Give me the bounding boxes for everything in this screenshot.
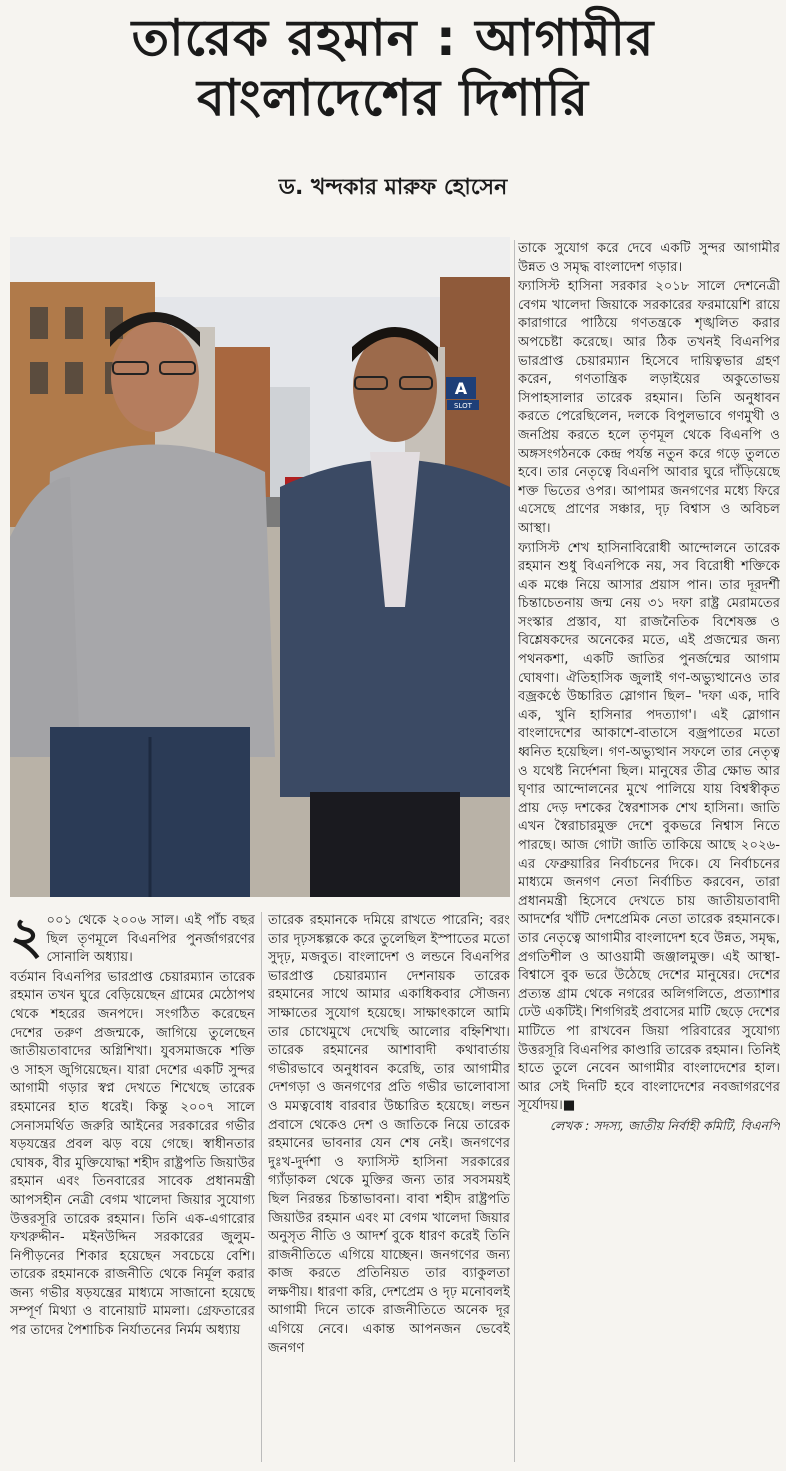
paragraph: তাকে সুযোগ করে দেবে একটি সুন্দর আগামীর উন্নত ও সমৃদ্ধ বাংলাদেশ গড়ার। <box>518 241 780 275</box>
paragraph: ফ্যাসিস্ট হাসিনা সরকার ২০১৮ সালে দেশনেত্রী বেগম খালেদা জিয়াকে সরকারের ফরমায়েশি রায়ে কারাগারে পাঠিয়ে গণতন্ত্রকে শৃঙ্খলিত করার অপচেষ্টা করেছে। আর ঠিক তখনই বিএনপির ভারপ্রাপ্ত চেয়ারম্যান হিসেবে দায়িত্বভার গ্রহণ করেন, গণতান্ত্রিক লড়াইয়ের অকুতোভয় সিপাহসালার তারেক রহমান। তিনি অনুধাবন করতে পেরেছিলেন, দলকে বিপুলভাবে গণমুখী ও জনপ্রিয় করতে হলে তৃণমূল থেকে বিএনপি ও অঙ্গসংগঠনকে কেন্দ্র পর্যন্ত নতুন করে গড়ে তুলতে হবে। তার নেতৃত্বে বিএনপি আবার ঘুরে দাঁড়িয়েছে শক্ত ভিতের ওপর। আপামর জনগণের মধ্যে ফিরে এসেছে প্রাণের সঞ্চার, দৃঢ় বিশ্বাস ও অবিচল আস্থা। <box>518 279 780 536</box>
paragraph: তারেক রহমানকে দমিয়ে রাখতে পারেনি; বরং তার দৃঢ়সঙ্কল্পকে করে তুলেছিল ইস্পাতের মতো সুদৃঢ়, মজবুত। বাংলাদেশ ও লন্ডনে বিএনপির ভারপ্রাপ্ত চেয়ারম্যান দেশনায়ক তারেক রহমানের সাথে আমার একাধিকবার সৌজন্য সাক্ষাতের সুযোগ হয়েছে। সাক্ষাৎকালে আমি তার চোখেমুখে দেখেছি আলোর বহ্নিশিখা। তারেক রহমানের আশাবাদী কথাবার্তায় গভীরভাবে অনুধাবন করেছি, তার আগামীর দেশগড়া ও জনগণের প্রতি গভীর ভালোবাসা ও মমত্ববোধ বারবার উচ্চারিত হয়েছে। লন্ডন প্রবাসে থেকেও দেশ ও জাতিকে নিয়ে তারেক রহমানের ভাবনার যেন শেষ নেই। জনগণের দুঃখ-দুর্দশা ও ফ্যাসিস্ট হাসিনা সরকারের গ্যাঁড়াকল থেকে মুক্তির জন্য তার সবসময়ই ছিল নিরন্তর চিন্তাভাবনা। বাবা শহীদ রাষ্ট্রপতি জিয়াউর রহমান এবং মা বেগম খালেদা জিয়ার অনুসৃত নীতি ও আদর্শ বুকে ধারণ করেই তিনি রাজনীতিতে এগিয়ে যাচ্ছেন। জনগণের জন্য কাজ করতে প্রতিনিয়ত তার ব্যাকুলতা লক্ষণীয়। ধারণা করি, দেশপ্রেম ও দৃঢ় মনোবলই আগামী দিনে তাকে রাজনীতিতে অনেক দূর এগিয়ে নেবে। একান্ত আপনজন ভেবেই জনগণ <box>268 913 510 1356</box>
drop-cap: ২ <box>10 912 43 965</box>
article-photo <box>10 237 510 897</box>
column-divider <box>261 912 262 1462</box>
author-note: লেখক : সদস্য, জাতীয় নির্বাহী কমিটি, বিএনপি <box>549 1117 780 1133</box>
byline: ড. খন্দকার মারুফ হোসেন <box>278 175 508 200</box>
paragraph: বর্তমান বিএনপির ভারপ্রাপ্ত চেয়ারম্যান তারেক রহমান তখন ঘুরে বেড়িয়েছেন গ্রামের মেঠোপথ থেকে শহরের জনপদে। সংগঠিত করেছেন দেশের তরুণ প্রজন্মকে, জাগিয়ে তুলেছেন জাতীয়তাবাদের অগ্নিশিখা। যুবসমাজকে শক্তি ও সাহস জুগিয়েছেন। যারা দেশের একটি সুন্দর আগামী গড়ার স্বপ্ন দেখতে শিখেছে তারেক রহমানের হাত ধরেই। কিন্তু ২০০৭ সালে সেনাসমর্থিত জরুরি আইনের সরকারের গভীর ষড়যন্ত্রের প্রবল ঝড় বয়ে গেছে। স্বাধীনতার ঘোষক, বীর মুক্তিযোদ্ধা শহীদ রাষ্ট্রপতি জিয়াউর রহমান এবং তিনবারের সাবেক প্রধানমন্ত্রী আপসহীন নেত্রী বেগম খালেদা জিয়ার সুযোগ্য উত্তরসূরি তারেক রহমান। তিনি এক-এগারোর ফখরুদ্দীন- মইনউদ্দিন সরকারের জুলুম-নিপীড়নের শিকার হয়েছেন সবচেয়ে বেশি। তারেক রহমানকে রাজনীতি থেকে নির্মূল করার জন্য গভীর ষড়যন্ত্রের মাধ্যমে সাজানো হয়েছে সম্পূর্ণ মিথ্যা ও বানোয়াট মামলা। গ্রেফতারের পর তাদের পৈশাচিক নির্যাতনের নির্মম অধ্যায় <box>10 969 255 1339</box>
shop-sign-a: A <box>454 379 468 398</box>
article-column-1 <box>10 912 255 1467</box>
photo-illustration <box>10 237 510 897</box>
article-column-2 <box>268 912 510 1467</box>
article-column-3 <box>518 240 780 1440</box>
headline-line-2: বাংলাদেশের দিশারি <box>196 69 589 127</box>
headline <box>0 8 786 128</box>
column-divider <box>514 240 515 1462</box>
paragraph: ফ্যাসিস্ট শেখ হাসিনাবিরোধী আন্দোলনে তারেক রহমান শুধু বিএনপিকে নয়, সব বিরোধী শক্তিকে এক মঞ্চে নিয়ে আসার প্রয়াস পান। তার দূরদর্শী চিন্তাচেতনায় জন্ম নেয় ৩১ দফা রাষ্ট্র মেরামতের সংস্কার প্রস্তাব, যা রাজনৈতিক বিশেষজ্ঞ ও বিশ্লেষকদের অনেকের মতে, এই প্রজন্মের জন্য পথনকশা, একটি জাতির পুনর্জন্মের আগাম ঘোষণা। ঐতিহাসিক জুলাই গণ-অভ্যুত্থানেও তার বজ্রকণ্ঠে উচ্চারিত স্লোগান ছিল– 'দফা এক, দাবি এক, খুনি হাসিনার পদত্যাগ'। এই স্লোগান বাংলাদেশের আকাশে-বাতাসে বজ্রপাতের মতো ধ্বনিত হয়েছিল। গণ-অভ্যুত্থান সফলে তার নেতৃত্ব ও যথেষ্ট নির্দেশনা ছিল। মানুষের তীব্র ক্ষোভ আর ঘৃণার আন্দোলনের মুখে পালিয়ে যায় বিশ্বস্বীকৃত প্রায় দেড় দশকের স্বৈরশাসক শেখ হাসিনা। জাতি এখন স্বৈরাচারমুক্ত দেশে বুকভরে নিশ্বাস নিতে পারছে। আজ গোটা জাতি তাকিয়ে আছে ২০২৬-এর ফেব্রুয়ারির নির্বাচনের দিকে। যে নির্বাচনের মাধ্যমে জনগণ নেতা নির্বাচিত করবেন, তারা প্রধানমন্ত্রী হিসেবে দেখতে চায় জাতীয়তাবাদী আদর্শের খাঁটি দেশপ্রেমিক নেতা তারেক রহমানকে। তার নেতৃত্বে আগামীর বাংলাদেশ হবে উন্নত, সমৃদ্ধ, প্রগতিশীল ও আওয়ামী জঞ্জালমুক্ত। এই আস্থা-বিশ্বাসে বুক ভরে উঠেছে দেশের মানুষের। দেশের প্রত্যন্ত গ্রাম থেকে নগরের অলিগলিতে, প্রত্যাশার ঢেউ একটিই। শিগগিরই প্রবাসের মাটি ছেড়ে দেশের মাটিতে পা রাখবেন জিয়া পরিবারের সুযোগ্য উত্তরসূরি বিএনপির কাণ্ডারি তারেক রহমান। তিনিই হাতে তুলে নেবেন আগামীর বাংলাদেশের হাল। আর সেই দিনটি হবে বাংলাদেশের নবজাগরণের সূর্যোদয়।■ <box>518 540 780 1114</box>
shop-sign-slot: SLOT <box>454 402 472 410</box>
headline-line-1: তারেক রহমান : আগামীর <box>131 9 655 67</box>
paragraph: ০০১ থেকে ২০০৬ সাল। এই পাঁচ বছর ছিল তৃণমূলে বিএনপির পুনর্জাগরণের সোনালি অধ্যায়। <box>46 913 255 966</box>
